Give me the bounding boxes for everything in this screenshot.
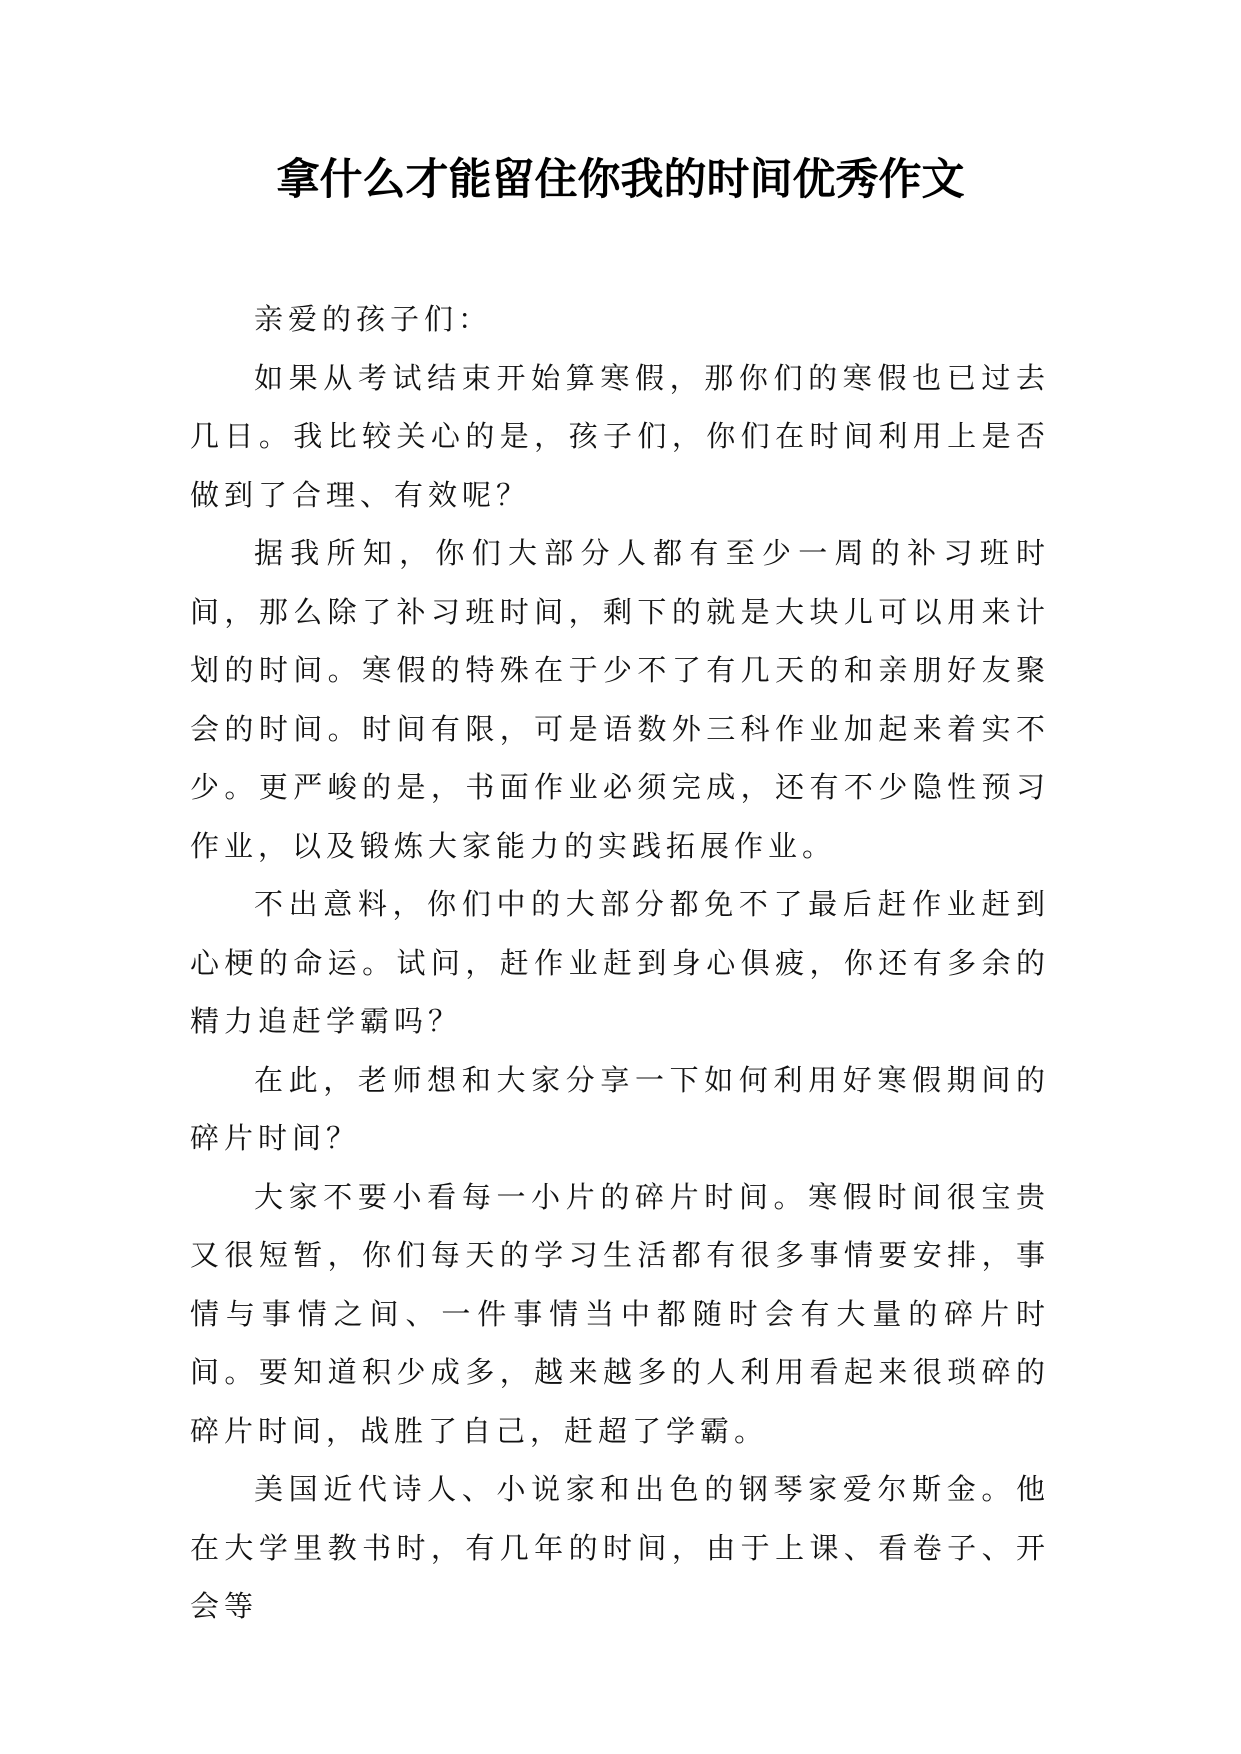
paragraph: 大家不要小看每一小片的碎片时间。寒假时间很宝贵又很短暂，你们每天的学习生活都有很多事情要安排，事情与事情之间、一件事情当中都随时会有大量的碎片时间。要知道积少成多，越来越多的人利用看起来很琐碎的碎片时间，战胜了自己，赶超了学霸。 — [190, 1179, 1050, 1448]
paragraph: 美国近代诗人、小说家和出色的钢琴家爱尔斯金。他在大学里教书时，有几年的时间，由于上课、看卷子、开会等 — [190, 1472, 1050, 1623]
document-body — [190, 290, 1050, 1636]
document-title: 拿什么才能留住你我的时间优秀作文 — [276, 155, 965, 205]
paragraph: 在此，老师想和大家分享一下如何利用好寒假期间的碎片时间？ — [190, 1062, 1050, 1155]
paragraph: 据我所知，你们大部分人都有至少一周的补习班时间，那么除了补习班时间，剩下的就是大块儿可以用来计划的时间。寒假的特殊在于少不了有几天的和亲朋好友聚会的时间。时间有限，可是语数外三科作业加起来着实不少。更严峻的是，书面作业必须完成，还有不少隐性预习作业，以及锻炼大家能力的实践拓展作业。 — [190, 536, 1050, 863]
paragraph-greeting: 亲爱的孩子们： — [254, 302, 493, 336]
paragraph: 不出意料，你们中的大部分都免不了最后赶作业赶到心梗的命运。试问，赶作业赶到身心俱疲，你还有多余的精力追赶学霸吗？ — [190, 887, 1050, 1038]
paragraph: 如果从考试结束开始算寒假，那你们的寒假也已过去几日。我比较关心的是，孩子们，你们在时间利用上是否做到了合理、有效呢？ — [190, 360, 1050, 512]
